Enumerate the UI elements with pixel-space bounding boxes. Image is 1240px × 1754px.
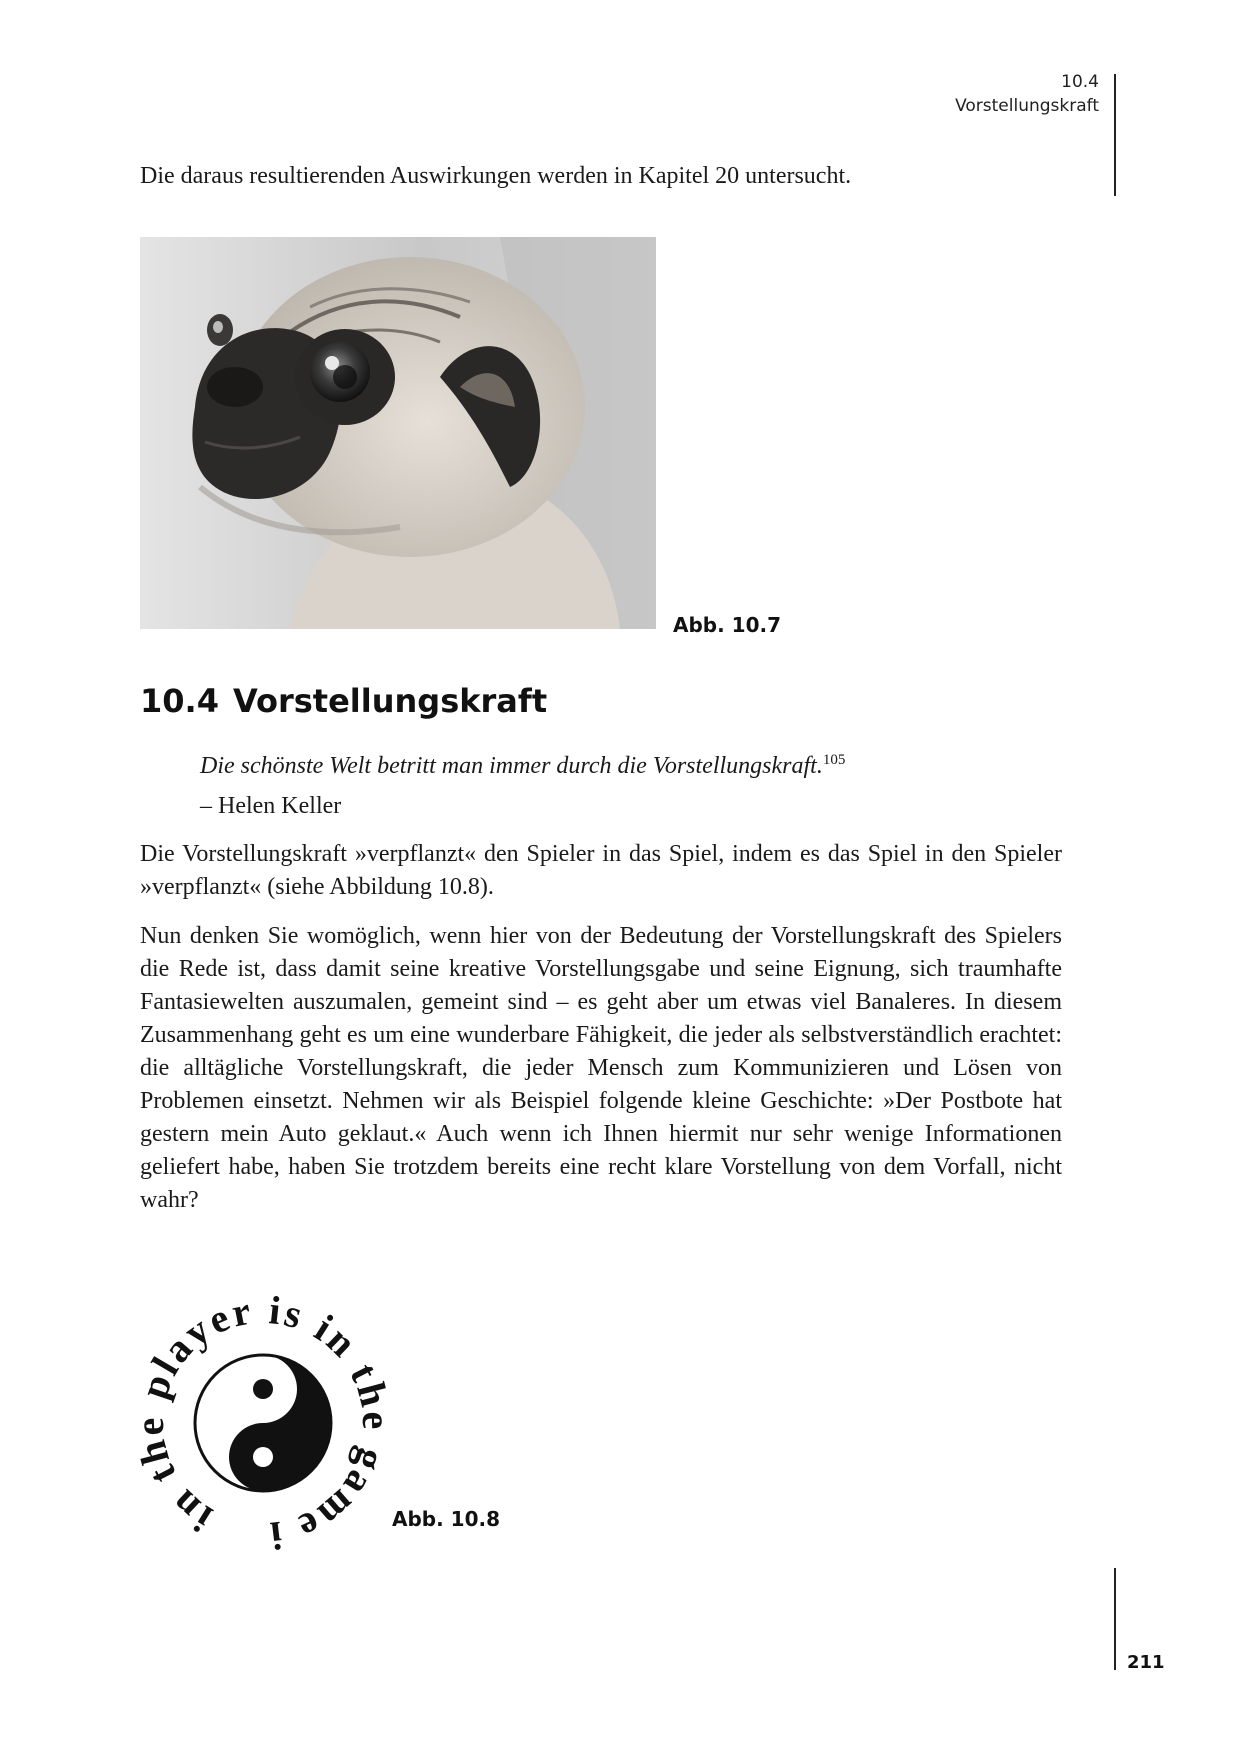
- running-head-title: Vorstellungskraft: [955, 96, 1099, 116]
- pug-photo-drawing: [140, 237, 656, 629]
- figure-caption-10-8: Abb. 10.8: [392, 1507, 501, 1531]
- paragraph-2: Nun denken Sie womöglich, wenn hier von der Bedeutung der Vorstellungskraft des Spielers die Rede ist, dass damit seine kreative Vorstellungsgabe und seine Eignung, sich traumhafte Fantasiewelten auszumalen, gemeint sind – es geht aber um etwas viel Banaleres. In diesem Zusammenhang geht es um eine wunderbare Fähigkeit, die jeder als selbstverständlich erachtet: die alltägliche Vorstellungskraft, die jeder Mensch zum Kommunizieren und Lösen von Problemen einsetzt. Nehmen wir als Beispiel folgende kleine Geschichte: »Der Postbote hat gestern mein Auto geklaut.« Auch wenn ich Ihnen hiermit nur sehr wenige Informationen geliefert habe, haben Sie trotzdem bereits eine recht klare Vorstellung von dem Vorfall, nicht wahr?: [140, 923, 1062, 1213]
- circular-text-path: in the player is in the game i: [128, 1288, 398, 1558]
- epigraph-text: Die schönste Welt betritt man immer durch die Vorstellungskraft.: [200, 753, 823, 779]
- yin-yang-logo: [128, 1288, 398, 1558]
- footer-rule: [1114, 1568, 1116, 1670]
- epigraph-author: – Helen Keller: [200, 793, 342, 819]
- figure-caption-10-7: Abb. 10.7: [673, 613, 782, 637]
- pug-photo: [140, 237, 656, 629]
- section-number: 10.4: [140, 682, 219, 720]
- paragraph-1: Die Vorstellungskraft »verpflanzt« den Spieler in das Spiel, indem es das Spiel in den Spieler »verpflanzt« (siehe Abbildung 10.8).: [140, 841, 1062, 900]
- section-heading: [140, 682, 547, 720]
- page-number: 211: [1127, 1652, 1165, 1673]
- yin-yang-drawing: [128, 1288, 398, 1558]
- header-rule: [1114, 74, 1116, 196]
- yin-yang-icon: [195, 1355, 331, 1491]
- running-head-number: 10.4: [1061, 72, 1099, 92]
- intro-line: Die daraus resultierenden Auswirkungen werden in Kapitel 20 untersucht.: [140, 163, 852, 189]
- running-head: [955, 70, 1099, 118]
- footnote-reference: 105: [822, 752, 846, 768]
- epigraph-quote: [200, 748, 845, 784]
- section-title-text: Vorstellungskraft: [232, 682, 548, 720]
